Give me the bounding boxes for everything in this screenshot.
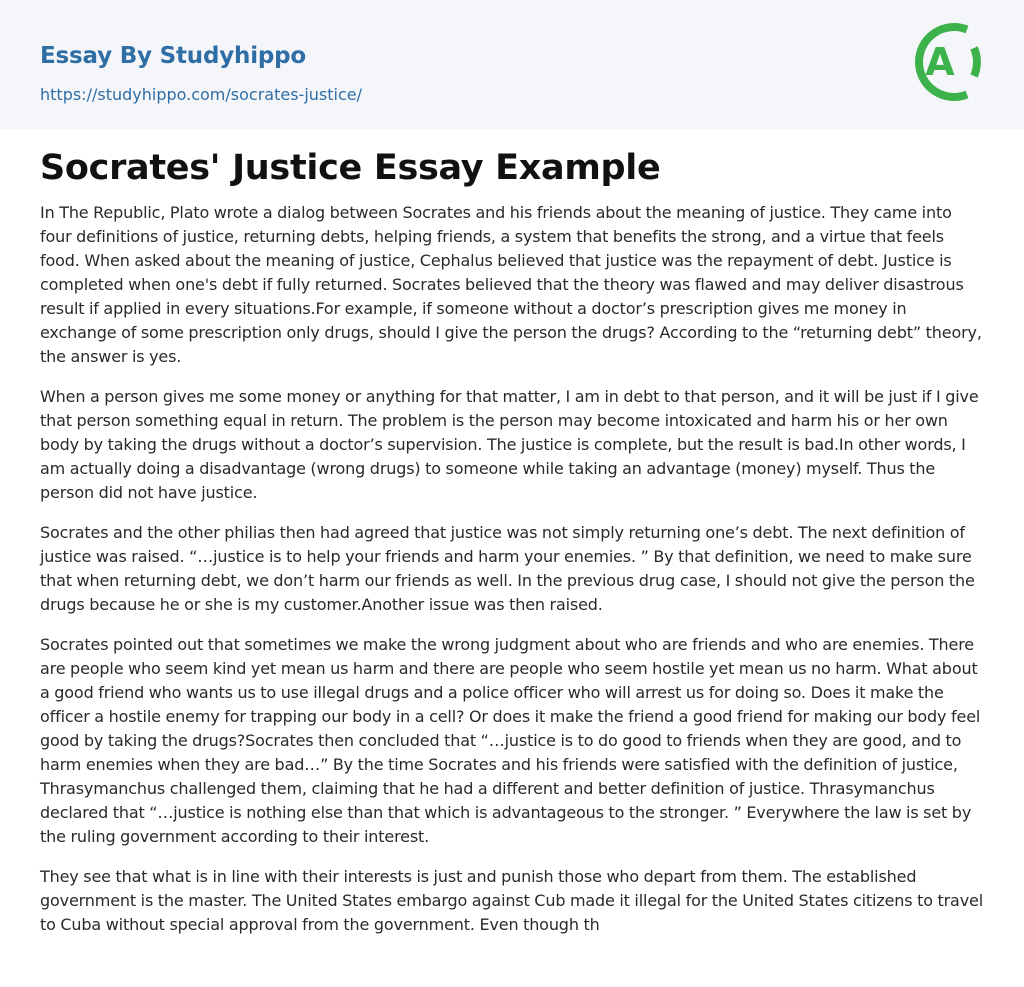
article-paragraph-1: In The Republic, Plato wrote a dialog between Socrates and his friends about the meaning of justice. They came into four definitions of justice, returning debts, helping friends, a system that benefits the strong, and a virtue that feels food. When asked about the meaning of justice, Cephalus believed that justice was the repayment of debt. Justice is completed when one's debt if fully returned. Socrates believed that the theory was flawed and may deliver disastrous result if applied in every situations.For example, if someone without a doctor’s prescription gives me money in exchange of some prescription only drugs, should I give the person the drugs? According to the “returning debt” theory, the answer is yes.	[40, 203, 982, 366]
site-header	[0, 0, 1024, 129]
logo-letter: A	[925, 40, 955, 84]
article-paragraph-2: When a person gives me some money or anything for that matter, I am in debt to that person, and it will be just if I give that person something equal in return. The problem is the person may become intoxicated and harm his or her own body by taking the drugs without a doctor’s supervision. The justice is complete, but the result is bad.In other words, I am actually doing a disadvantage (wrong drugs) to someone while taking an advantage (money) myself. Thus the person did not have justice.	[40, 387, 979, 502]
article-paragraph-3: Socrates and the other philias then had agreed that justice was not simply returning one’s debt. The next definition of justice was raised. “…justice is to help your friends and harm your enemies. ” By that definition, we need to make sure that when returning debt, we don’t harm our friends as well. In the previous drug case, I should not give the person the drugs because he or she is my customer.Another issue was then raised.	[40, 523, 975, 614]
article	[0, 145, 1024, 937]
article-title: Socrates' Justice Essay Example	[40, 148, 661, 188]
essay-url-link[interactable]: https://studyhippo.com/socrates-justice/	[40, 85, 362, 104]
article-paragraph-4: Socrates pointed out that sometimes we make the wrong judgment about who are friends and who are enemies. There are people who seem kind yet mean us harm and there are people who seem hostile yet mean us no harm. What about a good friend who wants us to use illegal drugs and a police officer who will arrest us for doing so. Does it make the officer a hostile enemy for trapping our body in a cell? Or does it make the friend a good friend for making our body feel good by taking the drugs?Socrates then concluded that “…justice is to do good to friends when they are good, and to harm enemies when they are bad…” By the time Socrates and his friends were satisfied with the definition of justice, Thrasymanchus challenged them, claiming that he had a different and better definition of justice. Thrasymanchus declared that “…justice is nothing else than that which is advantageous to the stronger. ” Everywhere the law is set by the ruling government according to their interest.	[40, 635, 981, 846]
article-paragraph-5: They see that what is in line with their interests is just and punish those who depart from them. The established government is the master. The United States embargo against Cub made it illegal for the United States citizens to travel to Cuba without special approval from the government. Even though th	[40, 867, 983, 934]
studyhippo-logo[interactable]	[912, 19, 986, 105]
site-brand: Essay By Studyhippo	[40, 43, 307, 69]
